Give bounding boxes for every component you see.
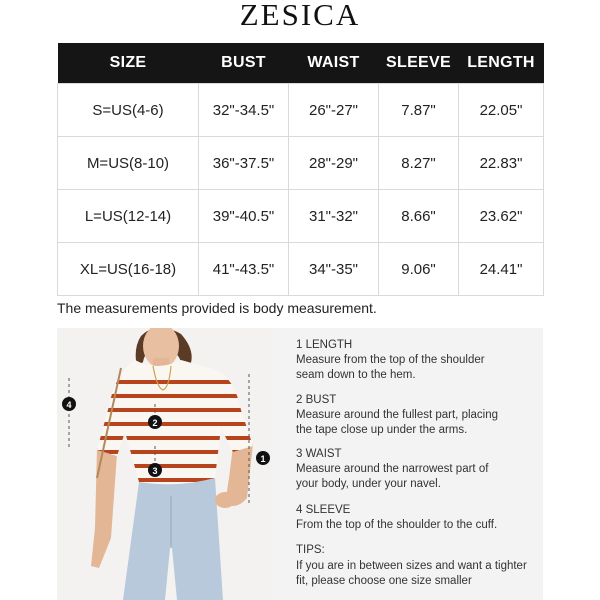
bust-cell: 32"-34.5"	[199, 84, 289, 137]
size-chart-header-row	[58, 43, 544, 84]
guide-length-title: 1 LENGTH	[296, 339, 353, 351]
svg-text:3: 3	[152, 466, 158, 476]
marker-2	[148, 415, 162, 429]
size-cell: M=US(8-10)	[58, 137, 199, 190]
svg-text:4: 4	[66, 400, 72, 410]
guide-waist	[296, 447, 488, 492]
table-row	[58, 137, 544, 190]
table-row	[58, 243, 544, 296]
waist-cell: 34"-35"	[289, 243, 379, 296]
header-bust: BUST	[199, 43, 289, 84]
sleeve-cell: 8.27"	[379, 137, 459, 190]
guide-length-text-2: seam down to the hem.	[296, 369, 416, 381]
model-photo	[57, 328, 273, 600]
table-row	[58, 84, 544, 137]
measurement-note: The measurements provided is body measurement.	[57, 300, 377, 316]
size-cell: L=US(12-14)	[58, 190, 199, 243]
guide-bust-text-1: Measure around the fullest part, placing	[296, 409, 499, 421]
tips-text	[296, 559, 541, 589]
guide-sleeve-text-1: From the top of the shoulder to the cuff.	[296, 519, 498, 531]
guide-bust-title: 2 BUST	[296, 394, 337, 406]
length-cell: 23.62"	[459, 190, 544, 243]
guide-waist-text-2: your body, under your navel.	[296, 478, 441, 490]
sleeve-cell: 9.06"	[379, 243, 459, 296]
bust-cell: 36"-37.5"	[199, 137, 289, 190]
marker-3	[148, 463, 162, 477]
size-cell: S=US(4-6)	[58, 84, 199, 137]
header-length: LENGTH	[459, 43, 544, 84]
tips-text-2: fit, please choose one size smaller	[296, 575, 472, 587]
guide-sleeve-title: 4 SLEEVE	[296, 504, 351, 516]
bust-cell: 39"-40.5"	[199, 190, 289, 243]
header-size: SIZE	[58, 43, 199, 84]
size-chart-table	[57, 43, 544, 296]
model-illustration	[57, 328, 273, 600]
length-cell: 22.83"	[459, 137, 544, 190]
tips-text-1: If you are in between sizes and want a tighter	[296, 560, 527, 572]
header-waist: WAIST	[289, 43, 379, 84]
svg-text:1: 1	[260, 454, 266, 464]
guide-waist-title: 3 WAIST	[296, 448, 342, 460]
tips-title: TIPS:	[296, 544, 325, 556]
sleeve-cell: 8.66"	[379, 190, 459, 243]
length-cell: 24.41"	[459, 243, 544, 296]
header-sleeve: SLEEVE	[379, 43, 459, 84]
bust-cell: 41"-43.5"	[199, 243, 289, 296]
table-row	[58, 190, 544, 243]
waist-cell: 28"-29"	[289, 137, 379, 190]
guide-sleeve	[296, 503, 497, 533]
length-cell: 22.05"	[459, 84, 544, 137]
brand-logo: ZESICA	[239, 0, 361, 32]
guide-bust	[296, 393, 498, 438]
guide-length-text-1: Measure from the top of the shoulder	[296, 354, 485, 366]
svg-text:2: 2	[152, 418, 158, 428]
sleeve-cell: 7.87"	[379, 84, 459, 137]
marker-1	[256, 451, 270, 465]
guide-waist-text-1: Measure around the narrowest part of	[296, 463, 489, 475]
marker-4	[62, 397, 76, 411]
waist-cell: 31"-32"	[289, 190, 379, 243]
measurement-guide-panel	[273, 328, 543, 600]
size-cell: XL=US(16-18)	[58, 243, 199, 296]
waist-cell: 26"-27"	[289, 84, 379, 137]
guide-bust-text-2: the tape close up under the arms.	[296, 424, 468, 436]
guide-length	[296, 338, 485, 383]
